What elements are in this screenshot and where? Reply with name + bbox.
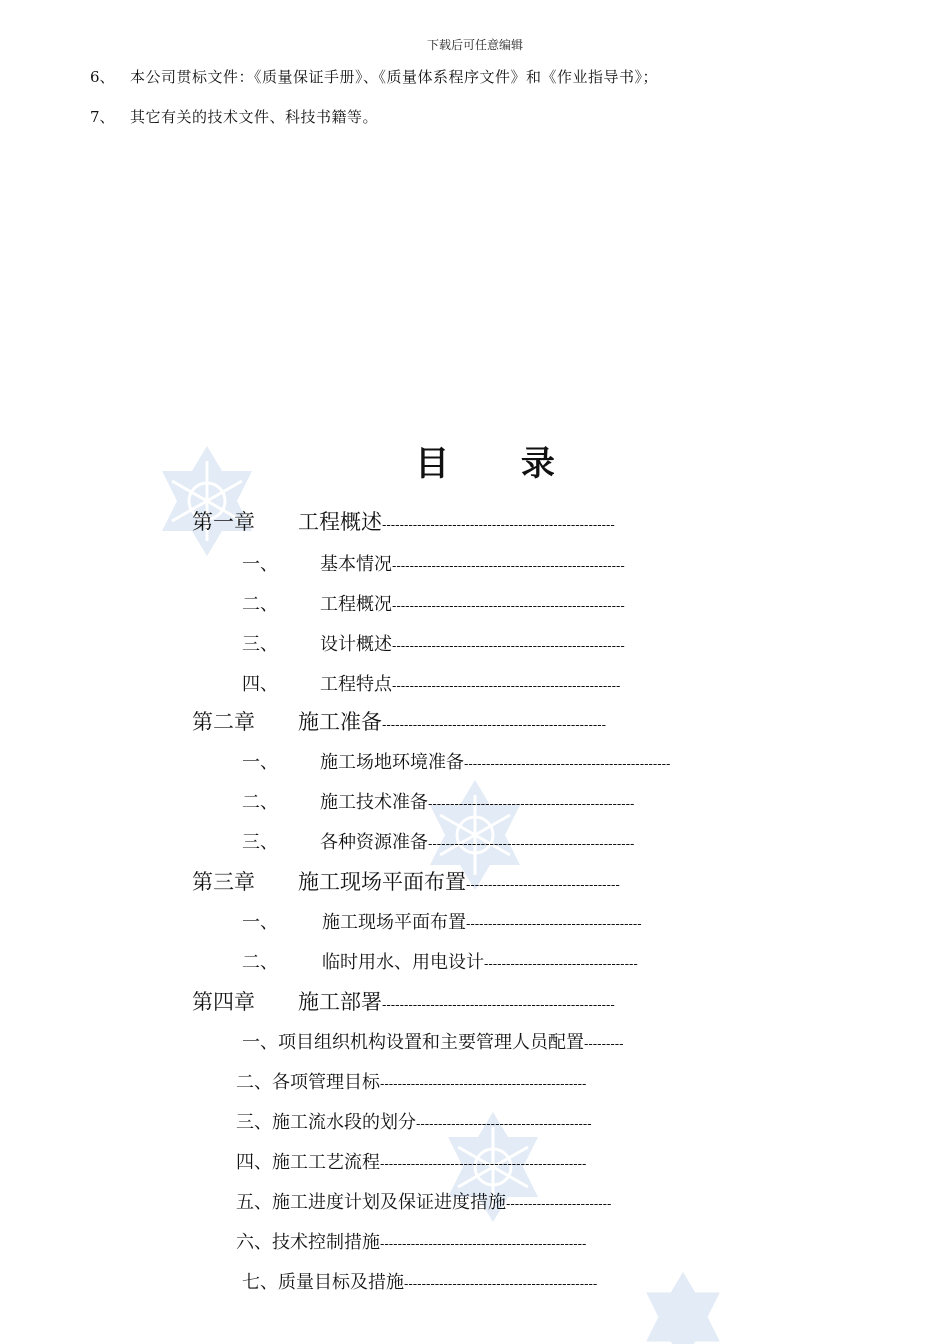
toc-entry-title: 工程特点 xyxy=(320,674,392,695)
toc-section-number: 三、 xyxy=(242,634,278,655)
toc-leader-dots: ----------------------------------------------- xyxy=(380,1157,587,1172)
toc-leader-dots: ----------------------------------- xyxy=(484,957,638,972)
toc-leader-dots: ---------------------------------------- xyxy=(466,917,642,932)
toc-entry-title: 二、各项管理目标 xyxy=(236,1072,380,1093)
toc-section-entry[interactable] xyxy=(242,1268,597,1294)
toc-section-entry[interactable] xyxy=(236,1148,586,1174)
toc-section-entry[interactable] xyxy=(320,630,625,656)
list-item-number: 7、 xyxy=(90,108,115,126)
toc-entry-title: 临时用水、用电设计 xyxy=(322,952,484,973)
toc-chapter-entry[interactable] xyxy=(298,866,620,896)
toc-leader-dots: ----------------------------------------------------- xyxy=(382,518,615,533)
toc-leader-dots: ----------------------------------------------- xyxy=(428,837,635,852)
toc-chapter-label[interactable]: 第四章 xyxy=(192,990,255,1014)
toc-chapter-label[interactable]: 第二章 xyxy=(192,710,255,734)
toc-entry-title: 六、技术控制措施 xyxy=(236,1232,380,1253)
toc-chapter-label[interactable]: 第三章 xyxy=(192,870,255,894)
page-header: 下载后可任意编辑 xyxy=(426,38,523,52)
toc-section-number: 二、 xyxy=(242,594,278,615)
toc-chapter-label[interactable]: 第一章 xyxy=(192,510,255,534)
toc-leader-dots: ----------------------------------------------- xyxy=(464,757,671,772)
toc-leader-dots: ----------------------------------------------- xyxy=(380,1237,587,1252)
toc-section-number: 一、 xyxy=(242,554,278,575)
toc-leader-dots: ----------------------------------------------------- xyxy=(392,599,625,614)
toc-title: 目 录 xyxy=(415,444,585,484)
toc-section-number: 四、 xyxy=(242,674,278,695)
toc-entry-title: 四、施工工艺流程 xyxy=(236,1152,380,1173)
list-item-text: 本公司贯标文件：《质量保证手册》、《质量体系程序文件》和《作业指导书》； xyxy=(130,68,659,86)
toc-leader-dots: ----------------------------------------------------- xyxy=(392,639,625,654)
toc-chapter-entry[interactable] xyxy=(298,706,606,736)
toc-leader-dots: ----------------------------------------------- xyxy=(380,1077,587,1092)
toc-entry-title: 五、施工进度计划及保证进度措施 xyxy=(236,1192,506,1213)
toc-section-entry[interactable] xyxy=(322,908,642,934)
toc-section-entry[interactable] xyxy=(320,828,634,854)
toc-leader-dots: ---------------------------------------- xyxy=(416,1117,592,1132)
toc-chapter-entry[interactable] xyxy=(298,506,615,536)
list-item-number: 6、 xyxy=(90,68,115,86)
toc-leader-dots: ---------------------------------------------------- xyxy=(392,679,621,694)
toc-entry-title: 施工场地环境准备 xyxy=(320,752,464,773)
toc-entry-title: 施工技术准备 xyxy=(320,792,428,813)
toc-entry-title: 工程概况 xyxy=(320,594,392,615)
toc-section-entry[interactable] xyxy=(322,948,638,974)
toc-entry-title: 施工准备 xyxy=(298,710,382,734)
toc-section-number: 二、 xyxy=(242,792,278,813)
toc-leader-dots: ------------------------ xyxy=(506,1197,612,1212)
toc-entry-title: 基本情况 xyxy=(320,554,392,575)
toc-section-entry[interactable] xyxy=(320,788,634,814)
toc-leader-dots: -------------------------------------------- xyxy=(404,1277,598,1292)
toc-section-entry[interactable] xyxy=(236,1228,586,1254)
toc-entry-title: 七、质量目标及措施 xyxy=(242,1272,404,1293)
toc-leader-dots: ----------------------------------------------------- xyxy=(392,559,625,574)
toc-section-entry[interactable] xyxy=(236,1108,592,1134)
toc-section-entry[interactable] xyxy=(242,1028,624,1054)
toc-entry-title: 设计概述 xyxy=(320,634,392,655)
toc-section-number: 一、 xyxy=(242,752,278,773)
toc-entry-title: 施工部署 xyxy=(298,990,382,1014)
toc-entry-title: 各种资源准备 xyxy=(320,832,428,853)
watermark-logo xyxy=(638,1272,728,1344)
toc-section-entry[interactable] xyxy=(320,550,625,576)
toc-leader-dots: ----------------------------------------------- xyxy=(428,797,635,812)
toc-section-entry[interactable] xyxy=(236,1068,586,1094)
toc-entry-title: 施工现场平面布置 xyxy=(298,870,466,894)
toc-section-entry[interactable] xyxy=(320,590,625,616)
toc-leader-dots: --------------------------------------------------- xyxy=(382,718,607,733)
toc-entry-title: 一、项目组织机构设置和主要管理人员配置 xyxy=(242,1032,584,1053)
toc-section-number: 一、 xyxy=(242,912,278,933)
toc-entry-title: 工程概述 xyxy=(298,510,382,534)
toc-leader-dots: ----------------------------------------------------- xyxy=(382,998,615,1013)
toc-section-number: 三、 xyxy=(242,832,278,853)
list-item-text: 其它有关的技术文件、科技书籍等。 xyxy=(130,108,379,126)
toc-leader-dots: --------- xyxy=(584,1037,624,1052)
toc-section-number: 二、 xyxy=(242,952,278,973)
toc-section-entry[interactable] xyxy=(320,670,620,696)
toc-entry-title: 三、施工流水段的划分 xyxy=(236,1112,416,1133)
toc-section-entry[interactable] xyxy=(236,1188,611,1214)
toc-entry-title: 施工现场平面布置 xyxy=(322,912,466,933)
toc-section-entry[interactable] xyxy=(320,748,670,774)
toc-chapter-entry[interactable] xyxy=(298,986,615,1016)
toc-leader-dots: ----------------------------------- xyxy=(466,878,620,893)
